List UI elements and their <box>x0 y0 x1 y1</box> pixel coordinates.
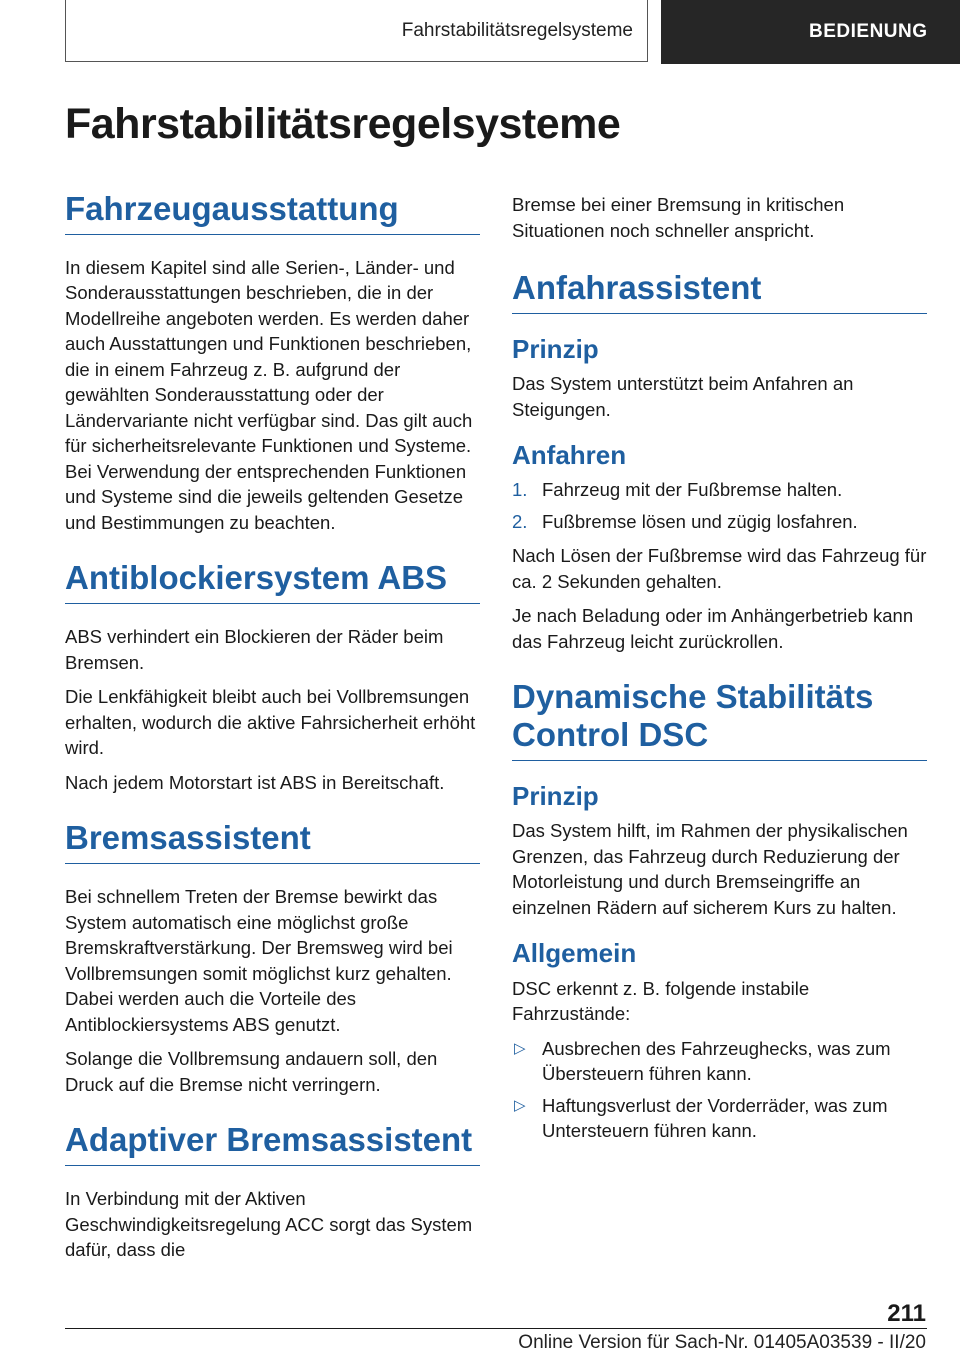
subsection-anfahren <box>512 440 927 654</box>
right-column <box>512 192 927 1168</box>
list-item <box>512 477 927 503</box>
subsection-prinzip <box>512 781 927 920</box>
bullet-text: Haftungsverlust der Vorderräder, was zum Untersteuern führen kann. <box>542 1094 888 1142</box>
step-number: 1. <box>512 479 528 501</box>
header-chapter-tab <box>661 0 960 64</box>
section-fahrzeugausstattung <box>65 190 480 535</box>
paragraph: Nach jedem Motorstart ist ABS in Bereitschaft. <box>65 771 445 793</box>
subsection-prinzip <box>512 334 927 422</box>
section-abs <box>65 559 480 795</box>
subsection-heading: Anfahren <box>512 440 627 471</box>
subsection-heading: Allgemein <box>512 938 637 969</box>
paragraph: Nach Lösen der Fußbremse wird das Fahrzeug für ca. 2 Sekunden gehalten. <box>512 545 927 592</box>
paragraph: In diesem Kapitel sind alle Serien-, Länder- und Sonderausstattungen beschrieben, die in der Modellreihe angeboten werden. Es werden daher auch Ausstattungen und Funktionen beschrieben, die in einem Fahrzeug z. B. aufgrund der gewählten Sonderausstattung oder der Ländervariante nicht verfügbar sind. Das gilt auch für sicherheitsrelevante Funktionen und Systeme. Bei Verwendung der entsprechenden Funktionen und Systeme sind die jeweils geltenden Gesetze und Bestimmungen zu beachten. <box>65 256 473 533</box>
section-heading: Antiblockiersystem ABS <box>65 559 480 604</box>
list-item <box>512 1036 927 1087</box>
paragraph: ABS verhindert ein Blockieren der Räder beim Bremsen. <box>65 626 444 673</box>
section-bremsassistent <box>65 819 480 1097</box>
triangle-bullet-icon: ▷ <box>514 1096 526 1114</box>
paragraph: Solange die Vollbremsung andauern soll, den Druck auf die Bremse nicht verringern. <box>65 1048 438 1095</box>
paragraph: Das System hilft, im Rahmen der physikalischen Grenzen, das Fahrzeug durch Reduzierung der Motorleistung und durch Bremseingriffe an einzelnen Rädern auf sicherem Kurs zu halten. <box>512 820 908 918</box>
subsection-heading: Prinzip <box>512 781 599 812</box>
paragraph: In Verbindung mit der Aktiven Geschwindigkeitsregelung ACC sorgt das System dafür, dass die <box>65 1188 473 1261</box>
page-number: 211 <box>887 1300 926 1327</box>
list-item <box>512 509 927 535</box>
step-number: 2. <box>512 510 528 532</box>
paragraph-continued: Bremse bei einer Bremsung in kritischen Situationen noch schneller anspricht. <box>512 194 845 241</box>
section-heading: Bremsassistent <box>65 819 480 864</box>
page-title: Fahrstabilitätsregelsysteme <box>65 100 621 148</box>
bullet-list <box>512 1036 927 1144</box>
steps-list <box>512 477 927 534</box>
left-column <box>65 190 480 1287</box>
subsection-allgemein <box>512 938 927 1143</box>
bullet-text: Ausbrechen des Fahrzeughecks, was zum Übersteuern führen kann. <box>542 1037 891 1085</box>
section-heading: Fahrzeugausstattung <box>65 190 480 235</box>
paragraph: Bei schnellem Treten der Bremse bewirkt das System automatisch eine möglichst große Bremskraftverstärkung. Der Bremsweg wird bei Vollbremsungen somit möglichst kurz gehalten. Dabei werden auch die Vorteile des Antiblockiersystems ABS genutzt. <box>65 886 453 1035</box>
section-heading: Anfahrassistent <box>512 269 927 314</box>
paragraph: Je nach Beladung oder im Anhängerbetrieb kann das Fahrzeug leicht zurückrollen. <box>512 605 914 652</box>
section-heading: Dynamische Stabilitäts Control DSC <box>512 678 927 761</box>
section-dsc <box>512 678 927 1143</box>
footer-divider <box>65 1328 927 1329</box>
paragraph: DSC erkennt z. B. folgende instabile Fahrzustände: <box>512 977 810 1025</box>
subsection-heading: Prinzip <box>512 333 599 364</box>
header-section-label: Fahrstabilitätsregelsysteme <box>401 19 633 41</box>
step-text: Fußbremse lösen und zügig losfahren. <box>542 510 858 532</box>
paragraph: Das System unterstützt beim Anfahren an Steigungen. <box>512 373 854 420</box>
header-chapter-label: BEDIENUNG <box>809 21 928 42</box>
triangle-bullet-icon: ▷ <box>514 1039 526 1057</box>
section-anfahrassistent <box>512 269 927 654</box>
paragraph: Die Lenkfähigkeit bleibt auch bei Vollbremsungen erhalten, wodurch die aktive Fahrsicherheit erhöht wird. <box>65 686 476 759</box>
section-heading: Adaptiver Bremsassistent <box>65 1121 480 1166</box>
footer-version-text: Online Version für Sach-Nr. 01405A03539 - II/20 <box>518 1332 926 1353</box>
header-section-title <box>65 0 648 62</box>
list-item <box>512 1093 927 1144</box>
step-text: Fahrzeug mit der Fußbremse halten. <box>542 479 843 501</box>
section-adaptiver-bremsassistent <box>65 1121 480 1262</box>
